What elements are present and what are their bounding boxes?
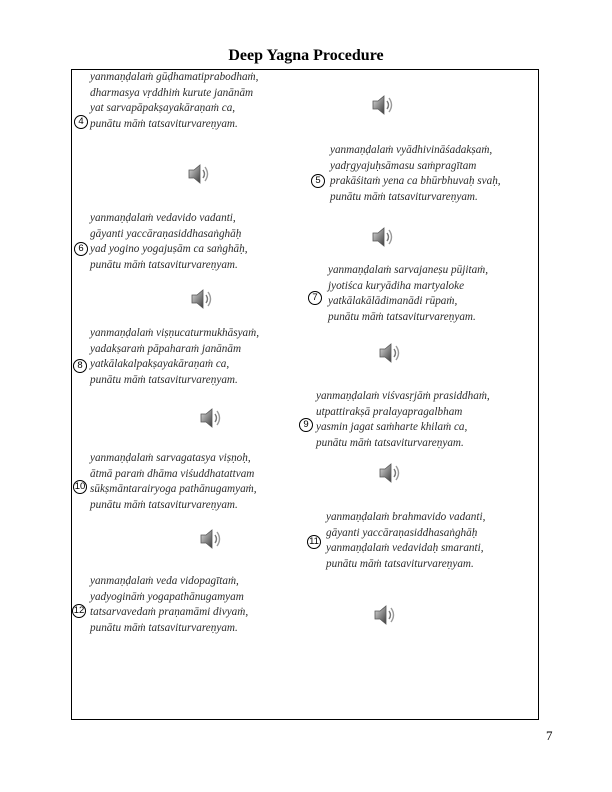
verse-line: yad yogino yogajuṣām ca saṅghāḥ, xyxy=(90,243,248,255)
verse-line: punātu māṁ tatsaviturvareṇyam. xyxy=(328,310,476,323)
verse-9 xyxy=(316,389,490,451)
verse-line: sūkṣmāntarairyoga pathānugamyaṁ, xyxy=(90,483,257,495)
verse-line: punātu māṁ tatsaviturvareṇyam. xyxy=(90,117,238,130)
verse-line: punātu māṁ tatsaviturvareṇyam. xyxy=(316,436,464,449)
verse-line: yadṛgyajuḥsāmasu saṁpragītam xyxy=(330,159,477,172)
verse-line: punātu māṁ tatsaviturvareṇyam. xyxy=(90,373,238,386)
verse-number-5: 5 xyxy=(311,174,325,188)
verse-number-7: 7 xyxy=(308,291,322,305)
verse-line: yanmaṇḍalaṁ veda vidopagītaṁ, xyxy=(90,575,239,587)
verse-10 xyxy=(90,451,257,513)
verse-line: yat sarvapāpakṣayakāraṇaṁ ca, xyxy=(90,102,236,114)
verse-8 xyxy=(90,326,259,388)
speaker-icon[interactable] xyxy=(199,406,221,430)
verse-line: gāyanti yaccāraṇasiddhasaṅghāḥ xyxy=(326,526,478,539)
verse-11 xyxy=(326,510,485,572)
verse-line: punātu māṁ tatsaviturvareṇyam. xyxy=(90,498,238,511)
speaker-icon[interactable] xyxy=(371,93,393,117)
speaker-icon[interactable] xyxy=(371,225,393,249)
verse-line: prakāśitaṁ yena ca bhūrbhuvaḥ svaḥ, xyxy=(330,175,501,187)
speaker-icon[interactable] xyxy=(190,287,212,311)
verse-line: yanmaṇḍalaṁ vyādhivināśadakṣaṁ, xyxy=(330,144,493,156)
verse-line: punātu māṁ tatsaviturvareṇyam. xyxy=(90,621,238,634)
verse-number-12: 12 xyxy=(73,605,85,616)
verse-line: yatkālakalpakṣayakāraṇaṁ ca, xyxy=(90,358,230,370)
verse-line: yanmaṇḍalaṁ sarvajaneṣu pūjitaṁ, xyxy=(328,264,489,276)
verse-4 xyxy=(90,70,258,132)
verse-line: yanmaṇḍalaṁ sarvagatasya viṣṇoḥ, xyxy=(90,452,251,464)
verse-line: yanmaṇḍalaṁ brahmavido vadanti, xyxy=(326,511,486,523)
verse-line: yasmin jagat saṁharte khilaṁ ca, xyxy=(316,421,468,433)
verse-line: yanmaṇḍalaṁ vedavidaḥ smaranti, xyxy=(326,542,484,554)
verse-line: dharmasya vṛddhiṁ kurute janānām xyxy=(90,86,254,99)
verse-number-8: 8 xyxy=(73,359,87,373)
verse-line: punātu māṁ tatsaviturvareṇyam. xyxy=(330,190,478,203)
speaker-icon[interactable] xyxy=(199,527,221,551)
verse-number-6: 6 xyxy=(74,242,88,256)
page-number: 7 xyxy=(546,728,553,743)
verse-line: ātmā paraṁ dhāma viśuddhatattvam xyxy=(90,467,255,480)
verse-line: yadakṣaraṁ pāpaharaṁ janānām xyxy=(90,342,242,355)
verse-line: punātu māṁ tatsaviturvareṇyam. xyxy=(326,557,474,570)
verse-line: yanmaṇḍalaṁ viśvasṛjāṁ prasiddhaṁ, xyxy=(316,390,490,402)
verse-number-4: 4 xyxy=(74,115,88,129)
verse-line: jyotiśca kuryādiha martyaloke xyxy=(328,279,465,292)
verse-7 xyxy=(328,263,488,325)
verse-number-11: 11 xyxy=(307,535,321,549)
verse-line: yanmaṇḍalaṁ viṣṇucaturmukhāsyaṁ, xyxy=(90,327,260,339)
verse-line: gāyanti yaccāraṇasiddhasaṅghāḥ xyxy=(90,227,242,240)
verse-6 xyxy=(90,211,248,273)
speaker-icon[interactable] xyxy=(373,603,395,627)
page-title: Deep Yagna Procedure xyxy=(228,47,384,64)
verse-12 xyxy=(90,574,248,636)
speaker-icon[interactable] xyxy=(187,162,209,186)
speaker-icon[interactable] xyxy=(378,341,400,365)
verse-line: yadyogināṁ yogapathānugamyam xyxy=(90,590,244,603)
verse-line: utpattirakṣā pralayapragalbham xyxy=(316,405,463,418)
verse-5 xyxy=(330,143,501,205)
verse-number-10: 10 xyxy=(74,481,86,492)
verse-line: yanmaṇḍalaṁ gūḍhamatiprabodhaṁ, xyxy=(90,71,259,83)
verse-number-9: 9 xyxy=(299,418,313,432)
verse-line: yanmaṇḍalaṁ vedavido vadanti, xyxy=(90,212,236,224)
verse-line: tatsarvavedaṁ praṇamāmi divyaṁ, xyxy=(90,606,249,618)
speaker-icon[interactable] xyxy=(378,461,400,485)
verse-line: yatkālakālādimanādi rūpaṁ, xyxy=(328,295,458,307)
verse-line: punātu māṁ tatsaviturvareṇyam. xyxy=(90,258,238,271)
